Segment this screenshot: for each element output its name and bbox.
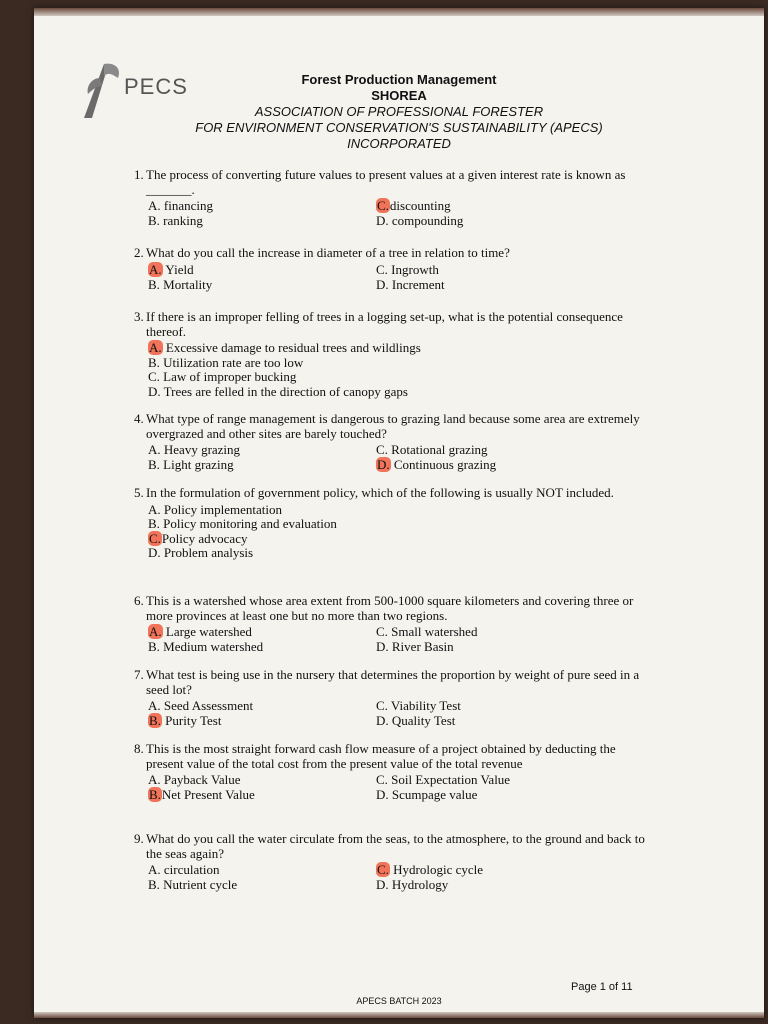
- answer-mark: D.: [377, 457, 390, 472]
- page-edge-top: [34, 8, 764, 16]
- answer-mark: C.: [377, 862, 389, 877]
- option-text: Policy advocacy: [161, 530, 248, 546]
- option-a[interactable]: A. Seed Assessment: [148, 698, 254, 713]
- option-a[interactable]: A. financing: [148, 198, 213, 213]
- option-c[interactable]: [376, 863, 483, 878]
- question-6: [134, 593, 651, 655]
- option-c[interactable]: C. Law of improper bucking: [148, 369, 297, 384]
- question-stem: This is a watershed whose area extent from 500-1000 square kilometers and covering three or more provinces at least one but no more than two regions.: [146, 593, 634, 623]
- question-stem: What test is being use in the nursery that determines the proportion by weight of pure seed in a seed lot?: [146, 667, 640, 697]
- exam-page: [34, 8, 764, 1018]
- option-c[interactable]: C. Rotational grazing: [376, 442, 488, 457]
- option-a[interactable]: [148, 625, 252, 640]
- option-a[interactable]: A. Policy implementation: [148, 501, 282, 517]
- option-c[interactable]: [146, 532, 651, 547]
- option-c[interactable]: C. Ingrowth: [376, 261, 439, 277]
- option-b[interactable]: [148, 714, 221, 729]
- option-text: Continuous grazing: [393, 457, 497, 472]
- option-d[interactable]: D. Problem analysis: [148, 545, 254, 560]
- question-8: [134, 741, 651, 803]
- option-text: Large watershed: [165, 624, 252, 639]
- question-stem: What type of range management is dangerous to grazing land because some area are extremely overgrazed and other sites are barely touched?: [146, 411, 640, 441]
- question-number: 2.: [134, 245, 144, 260]
- question-7: [134, 667, 651, 729]
- option-text: Hydrologic cycle: [393, 862, 484, 877]
- option-d[interactable]: [376, 458, 496, 473]
- answer-mark: A.: [149, 261, 162, 277]
- option-d[interactable]: D. Scumpage value: [376, 787, 478, 802]
- page-number: Page 1 of 11: [571, 981, 633, 993]
- question-1: [134, 167, 651, 229]
- option-d[interactable]: D. River Basin: [376, 639, 454, 654]
- question-number: 8.: [134, 741, 144, 756]
- org-line-3: INCORPORATED: [347, 136, 451, 151]
- question-5: [134, 485, 651, 561]
- question-stem: What do you call the water circulate from the seas, to the atmosphere, to the ground and back to the seas again?: [146, 831, 645, 861]
- question-number: 1.: [134, 167, 144, 182]
- question-number: 3.: [134, 309, 144, 324]
- option-b[interactable]: B. Light grazing: [148, 457, 234, 472]
- question-stem: The process of converting future values to present values at a given interest rate is known as _______.: [146, 167, 626, 197]
- answer-mark: B.: [149, 713, 161, 728]
- question-number: 5.: [134, 485, 144, 500]
- question-number: 4.: [134, 411, 144, 426]
- answer-mark: C.: [377, 198, 389, 213]
- option-d[interactable]: D. Quality Test: [376, 713, 456, 728]
- option-d[interactable]: D. Trees are felled in the direction of canopy gaps: [148, 383, 408, 399]
- option-a[interactable]: [148, 263, 194, 278]
- option-b[interactable]: B. Medium watershed: [148, 639, 264, 654]
- question-4: [134, 411, 651, 473]
- option-b[interactable]: B. Policy monitoring and evaluation: [148, 516, 337, 531]
- option-b[interactable]: B. Utilization rate are too low: [148, 354, 304, 370]
- option-b[interactable]: B. Mortality: [148, 276, 213, 292]
- question-number: 9.: [134, 831, 144, 846]
- question-stem: What do you call the increase in diameter of a tree in relation to time?: [146, 245, 510, 260]
- option-b[interactable]: [148, 788, 255, 803]
- org-line-2: FOR ENVIRONMENT CONSERVATION'S SUSTAINABILITY (APECS): [195, 120, 603, 135]
- answer-mark: B.: [149, 787, 161, 802]
- option-text: Purity Test: [165, 713, 222, 728]
- logo-text: PECS: [124, 74, 188, 99]
- course-title: Forest Production Management: [301, 72, 497, 87]
- option-b[interactable]: B. ranking: [148, 213, 203, 228]
- option-text: Net Present Value: [161, 787, 255, 802]
- question-stem: In the formulation of government policy, which of the following is usually NOT included.: [146, 485, 614, 500]
- option-a[interactable]: A. circulation: [148, 862, 220, 877]
- option-a[interactable]: [146, 341, 651, 356]
- answer-mark: C.: [149, 530, 161, 546]
- option-c[interactable]: [376, 199, 451, 214]
- option-c[interactable]: C. Small watershed: [376, 624, 478, 639]
- option-a[interactable]: A. Heavy grazing: [148, 442, 241, 457]
- question-stem: This is the most straight forward cash flow measure of a project obtained by deducting the present value of the total cost from the present value of the total revenue: [146, 741, 616, 771]
- question-number: 7.: [134, 667, 144, 682]
- page-edge-bottom: [34, 1012, 764, 1018]
- option-d[interactable]: D. Increment: [376, 276, 445, 292]
- option-text: Yield: [165, 261, 194, 277]
- option-b[interactable]: B. Nutrient cycle: [148, 877, 238, 892]
- question-2: [134, 245, 651, 293]
- question-stem: If there is an improper felling of trees in a logging set-up, what is the potential consequence thereof.: [146, 309, 623, 339]
- answer-mark: A.: [149, 624, 162, 639]
- question-3: [134, 309, 651, 399]
- option-text: Excessive damage to residual trees and wildlings: [165, 340, 421, 355]
- subject-title: SHOREA: [371, 88, 427, 103]
- page-header: [34, 72, 764, 152]
- option-text: discounting: [389, 198, 451, 213]
- option-a[interactable]: A. Payback Value: [148, 772, 241, 787]
- option-c[interactable]: C. Viability Test: [376, 698, 461, 713]
- option-c[interactable]: C. Soil Expectation Value: [376, 772, 511, 787]
- option-d[interactable]: D. compounding: [376, 213, 464, 228]
- org-line-1: ASSOCIATION OF PROFESSIONAL FORESTER: [254, 104, 544, 119]
- option-d[interactable]: D. Hydrology: [376, 877, 449, 892]
- question-9: [134, 831, 651, 893]
- answer-mark: A.: [149, 340, 162, 355]
- question-number: 6.: [134, 593, 144, 608]
- footer-batch: APECS BATCH 2023: [356, 996, 442, 1006]
